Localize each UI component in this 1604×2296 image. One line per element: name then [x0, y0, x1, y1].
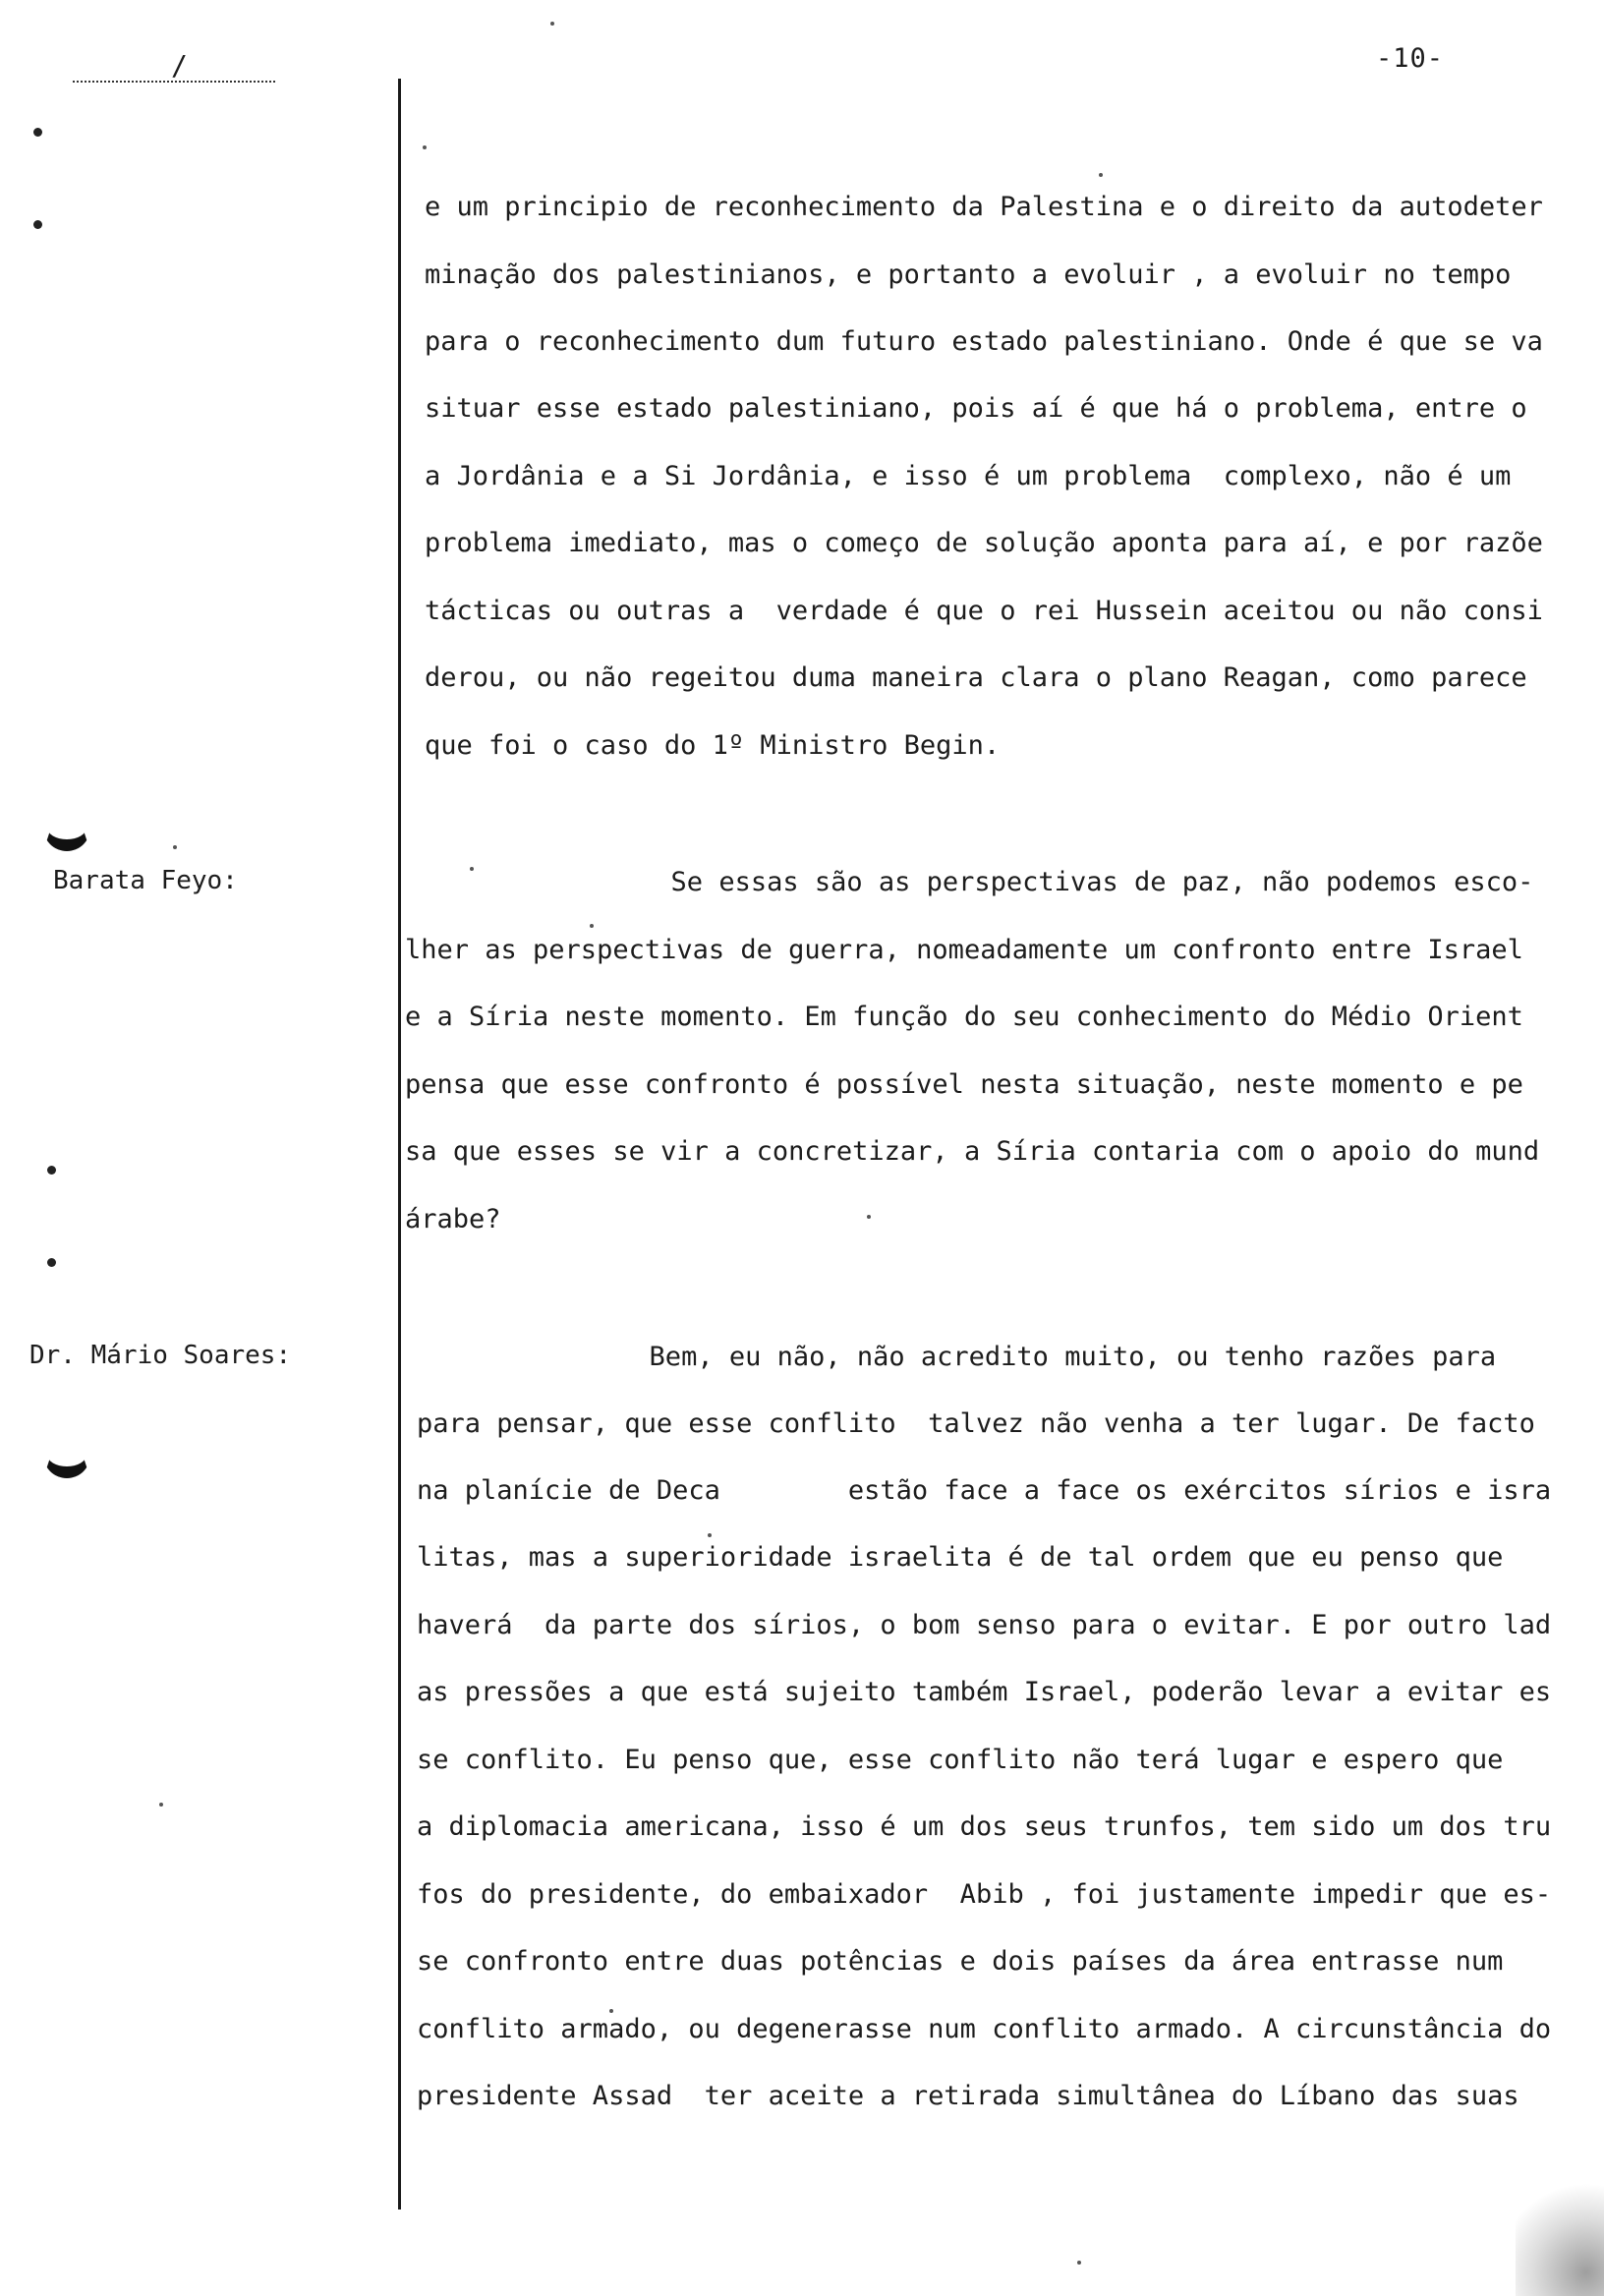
punch-hole-icon — [43, 1431, 90, 1478]
left-margin-rule — [398, 79, 401, 2210]
text-line: a Jordânia e a Si Jordânia, e isso é um problema complexo, não é um — [425, 461, 1512, 491]
text-line: e a Síria neste momento. Em função do seu conhecimento do Médio Orient — [405, 1002, 1523, 1032]
text-line: que foi o caso do 1º Ministro Begin. — [425, 730, 1001, 761]
text-line: na planície de Deca estão face a face os exércitos sírios e isra — [417, 1475, 1552, 1506]
text-line: lher as perspectivas de guerra, nomeadamente um confronto entre Israel — [405, 935, 1523, 965]
text-line: fos do presidente, do embaixador Abib , foi justamente impedir que es- — [417, 1879, 1552, 1910]
text-line: árabe? — [405, 1204, 501, 1234]
text-line: situar esse estado palestiniano, pois aí é que há o problema, entre o — [425, 393, 1527, 424]
scan-speck — [1099, 173, 1103, 177]
text-line: para pensar, que esse conflito talvez não venha a ter lugar. De facto — [417, 1408, 1535, 1439]
text-line: sa que esses se vir a concretizar, a Síria contaria com o apoio do mund — [405, 1136, 1540, 1167]
scan-speck — [159, 1803, 163, 1807]
text-line: se conflito. Eu penso que, esse conflito não terá lugar e espero que — [417, 1745, 1504, 1775]
text-line: as pressões a que está sujeito também Israel, poderão levar a evitar es — [417, 1677, 1552, 1707]
text-line: conflito armado, ou degenerasse num conflito armado. A circunstância do — [417, 2014, 1552, 2044]
scan-speck — [1077, 2261, 1081, 2265]
header-dotted-line — [73, 49, 275, 83]
page-number: -10- — [1376, 43, 1445, 74]
text-line: tácticas ou outras a verdade é que o rei Hussein aceitou ou não consi — [425, 596, 1543, 626]
text-line: se confronto entre duas potências e dois países da área entrasse num — [417, 1946, 1504, 1977]
text-line: a diplomacia americana, isso é um dos seus trunfos, tem sido um dos tru — [417, 1811, 1552, 1842]
scan-speck — [550, 22, 554, 26]
text-line: Se essas são as perspectivas de paz, não podemos esco- — [511, 867, 1534, 897]
scan-speck — [590, 924, 594, 928]
text-line: problema imediato, mas o começo de solução aponta para aí, e por razõe — [425, 528, 1543, 558]
text-line: haverá da parte dos sírios, o bom senso para o evitar. E por outro lad — [417, 1610, 1552, 1640]
margin-dot — [47, 1166, 56, 1175]
scan-speck — [173, 845, 177, 849]
margin-dot — [47, 1258, 56, 1267]
speaker-label-barata-feyo: Barata Feyo: — [53, 866, 238, 895]
scan-speck — [423, 145, 427, 149]
margin-dot — [33, 220, 42, 229]
punch-hole-icon — [43, 804, 90, 851]
scan-noise-corner — [1516, 2178, 1604, 2296]
margin-dot — [33, 128, 42, 137]
speaker-label-mario-soares: Dr. Mário Soares: — [29, 1341, 292, 1370]
text-line: para o reconhecimento dum futuro estado palestiniano. Onde é que se va — [425, 326, 1543, 357]
header-slash-mark: / — [171, 49, 188, 82]
text-line: presidente Assad ter aceite a retirada simultânea do Líbano das suas — [417, 2081, 1519, 2111]
text-line: Bem, eu não, não acredito muito, ou tenho razões para — [489, 1342, 1497, 1372]
text-line: minação dos palestinianos, e portanto a evoluir , a evoluir no tempo — [425, 259, 1512, 290]
text-line: litas, mas a superioridade israelita é de tal ordem que eu penso que — [417, 1542, 1504, 1573]
text-line: derou, ou não regeitou duma maneira clara o plano Reagan, como parece — [425, 662, 1527, 693]
text-line: pensa que esse confronto é possível nesta situação, neste momento e pe — [405, 1069, 1523, 1100]
scan-speck — [470, 867, 474, 871]
text-line: e um principio de reconhecimento da Palestina e o direito da autodeter — [425, 192, 1543, 222]
scan-speck — [708, 1533, 712, 1537]
